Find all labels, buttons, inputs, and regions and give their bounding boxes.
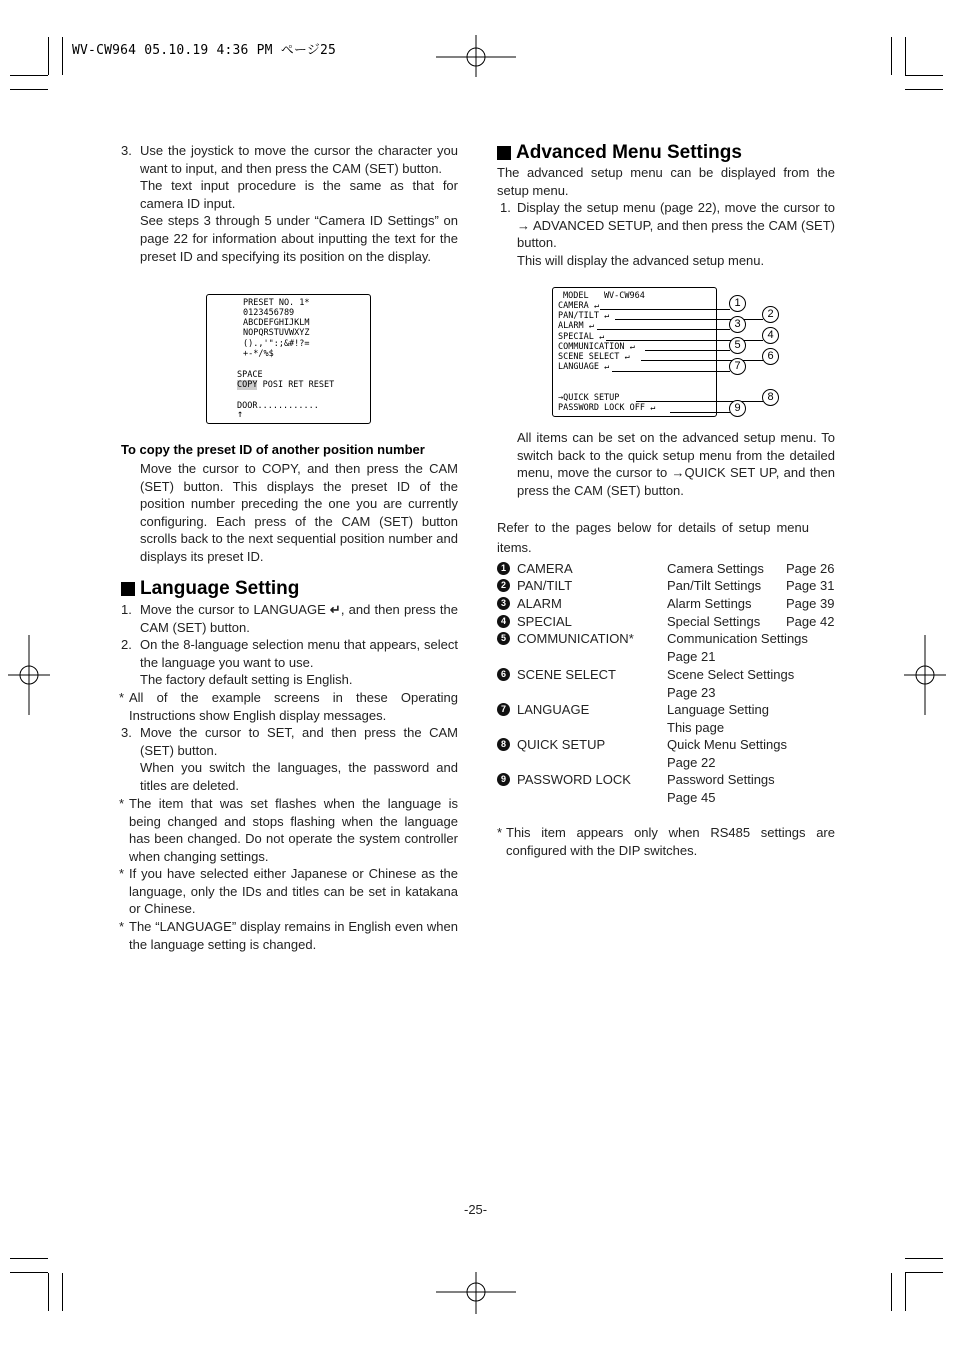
item-name: SPECIAL <box>517 614 572 629</box>
step-3-para-1: Use the joystick to move the cursor the character you want to input, and then press the CAM (SET) button. <box>140 143 458 176</box>
lang-step-1-a: Move the cursor to LANGUAGE <box>140 602 326 617</box>
marker-2: 2 <box>762 306 779 323</box>
advanced-after-text: All items can be set on the advanced setup menu. To switch back to the quick setup menu from the detailed menu, move the cursor to →QUICK SET UP, and then press the CAM (SET) button. <box>517 430 835 498</box>
refer-text: Refer to the pages below for details of setup menu items. <box>497 520 809 555</box>
advanced-menu-heading-text: Advanced Menu Settings <box>516 142 742 163</box>
preset-line-3: ABCDEFGHIJKLM <box>243 318 310 328</box>
registration-mark-bottom <box>436 1272 516 1314</box>
item-name: SCENE SELECT <box>517 667 616 682</box>
item-name: LANGUAGE <box>517 702 590 717</box>
item-name: PAN/TILT <box>517 578 573 593</box>
footnote-mark: * <box>497 825 503 840</box>
preset-line-2: 0123456789 <box>243 308 295 318</box>
lang-step-3-a: Move the cursor to SET, and then press the CAM (SET) button. <box>140 725 458 758</box>
adv-step-1-number: 1. <box>500 200 511 215</box>
language-heading <box>121 578 299 600</box>
item-description: Pan/Tilt Settings <box>667 578 762 593</box>
preset-line-copy <box>237 380 334 390</box>
item-name: PASSWORD LOCK <box>517 772 631 787</box>
step-3-text <box>140 142 458 265</box>
advanced-intro: The advanced setup menu can be displayed from the setup menu. <box>497 165 835 198</box>
enter-icon: ↵ <box>329 602 341 617</box>
item-page: Page 26 <box>786 561 835 576</box>
item-description: Language Setting <box>667 702 769 717</box>
adv-item-alarm: ALARM ↵ <box>558 321 594 331</box>
preset-line-options: POSI RET RESET <box>257 380 335 390</box>
leader-line-8 <box>636 401 763 402</box>
item-page: This page <box>667 720 725 735</box>
note-3-mark: * <box>119 866 125 881</box>
language-heading-text: Language Setting <box>140 578 300 599</box>
item-number-icon: 9 <box>497 773 510 786</box>
item-description: Camera Settings <box>667 561 764 576</box>
item-number-icon: 7 <box>497 703 510 716</box>
heading-square-icon <box>121 582 135 596</box>
lang-step-1-b: , and then press the CAM (SET) button. <box>140 602 458 635</box>
lang-step-2-text <box>140 636 458 689</box>
preset-line-4: NOPQRSTUVWXYZ <box>243 328 310 338</box>
marker-1: 1 <box>729 295 746 312</box>
print-slug: WV-CW964 05.10.19 4:36 PM ページ25 <box>72 43 337 58</box>
lang-step-2-b: The factory default setting is English. <box>140 672 353 688</box>
preset-line-1: PRESET NO. 1* <box>243 298 310 308</box>
marker-7: 7 <box>729 358 746 375</box>
adv-item-special: SPECIAL ↵ <box>558 332 605 342</box>
item-number-icon: 3 <box>497 597 510 610</box>
marker-9: 9 <box>729 400 746 417</box>
marker-4: 4 <box>762 327 779 344</box>
item-page: Page 42 <box>786 614 835 629</box>
advanced-menu-heading <box>497 142 742 164</box>
adv-step-1-text <box>517 199 835 269</box>
heading-square-icon <box>497 146 511 160</box>
page-number: -25- <box>464 1202 488 1217</box>
item-page: Page 23 <box>667 685 716 700</box>
item-name: QUICK SETUP <box>517 737 606 752</box>
item-description: Alarm Settings <box>667 596 752 611</box>
preset-id-screen <box>206 294 371 424</box>
adv-model-line: MODEL WV-CW964 <box>563 291 645 301</box>
preset-line-5: ().,'":;&#!?= <box>243 339 310 349</box>
footnote-text: This item appears only when RS485 settings are configured with the DIP switches. <box>506 825 835 858</box>
adv-step-1-b: This will display the advanced setup menu. <box>517 252 765 268</box>
item-description: Special Settings <box>667 614 761 629</box>
lang-step-1-text <box>140 601 458 636</box>
leader-line-7 <box>612 371 730 372</box>
adv-item-quick-setup: →QUICK SETUP <box>558 393 620 403</box>
item-page: Page 31 <box>786 578 835 593</box>
leader-line-9 <box>670 412 730 413</box>
up-arrow-icon: ↑ <box>237 409 244 420</box>
marker-3: 3 <box>729 316 746 333</box>
marker-8: 8 <box>762 389 779 406</box>
adv-item-camera: CAMERA ↵ <box>558 301 599 311</box>
note-4-mark: * <box>119 919 125 934</box>
marker-5: 5 <box>729 337 746 354</box>
item-number-icon: 6 <box>497 668 510 681</box>
advanced-setup-screen <box>552 287 717 417</box>
item-page: Page 22 <box>667 755 716 770</box>
leader-line-1 <box>600 309 730 310</box>
leader-line-3 <box>597 329 730 330</box>
registration-mark-left <box>8 635 50 715</box>
copy-body: Move the cursor to COPY, and then press the CAM (SET) button. This displays the preset ID of the position number preceding the one you are currently configuring. Each press of the CAM (SET) button scrolls back to the next sequential position number and displays its preset ID. <box>140 461 458 564</box>
item-number-icon: 1 <box>497 562 510 575</box>
registration-mark-top <box>436 35 516 77</box>
note-2-text: The item that was set flashes when the language is being changed and stops flashing when the language has been changed. Do not operate the system controller when changing settings. <box>129 796 458 864</box>
item-description: Password Settings <box>667 772 775 787</box>
copy-highlight: COPY <box>237 380 258 390</box>
preset-line-space: SPACE <box>237 370 263 380</box>
adv-item-password-lock: PASSWORD LOCK OFF ↵ <box>558 403 656 413</box>
note-1-mark: * <box>119 690 125 705</box>
item-name: ALARM <box>517 596 562 611</box>
item-number-icon: 4 <box>497 615 510 628</box>
adv-step-1-a: Display the setup menu (page 22), move the cursor to → ADVANCED SETUP, and then press the CAM (SET) button. <box>517 200 835 251</box>
registration-mark-right <box>904 635 946 715</box>
adv-item-pantilt: PAN/TILT ↵ <box>558 311 610 321</box>
note-1-text: All of the example screens in these Operating Instructions show English display messages. <box>129 690 458 723</box>
note-4-text: The “LANGUAGE” display remains in English even when the language setting is changed. <box>129 919 458 952</box>
note-2-mark: * <box>119 796 125 811</box>
item-name: COMMUNICATION* <box>517 631 634 646</box>
lang-step-3-number: 3. <box>121 725 132 740</box>
item-page: Page 21 <box>667 649 716 664</box>
lang-step-3-text <box>140 724 458 794</box>
copy-subheading: To copy the preset ID of another position number <box>121 442 425 457</box>
leader-line-5 <box>645 350 730 351</box>
step-3-number: 3. <box>121 143 132 158</box>
adv-item-communication: COMMUNICATION ↵ <box>558 342 635 352</box>
item-number-icon: 5 <box>497 632 510 645</box>
item-page: Page 45 <box>667 790 716 805</box>
item-number-icon: 2 <box>497 579 510 592</box>
item-description: Scene Select Settings <box>667 667 795 682</box>
item-number-icon: 8 <box>497 738 510 751</box>
item-page: Page 39 <box>786 596 835 611</box>
preset-line-6: +-*/%$ <box>243 349 274 359</box>
lang-step-2-a: On the 8-language selection menu that appears, select the language you want to use. <box>140 637 458 670</box>
step-3-para-2: The text input procedure is the same as that for camera ID input. <box>140 178 458 211</box>
note-3-text: If you have selected either Japanese or Chinese as the language, only the IDs and titles can be set in katakana or Chinese. <box>129 866 458 917</box>
lang-step-3-b: When you switch the languages, the password and titles are deleted. <box>140 760 458 793</box>
preset-line-door: DOOR............ <box>237 401 319 411</box>
item-description: Quick Menu Settings <box>667 737 787 752</box>
step-3-para-3: See steps 3 through 5 under “Camera ID Settings” on page 22 for information about inputting the text for the preset ID and specifying its position on the display. <box>140 213 458 264</box>
adv-item-scene-select: SCENE SELECT ↵ <box>558 352 630 362</box>
item-description: Communication Settings <box>667 631 808 646</box>
adv-item-language: LANGUAGE ↵ <box>558 362 610 372</box>
lang-step-2-number: 2. <box>121 637 132 652</box>
lang-step-1-number: 1. <box>121 602 132 617</box>
item-name: CAMERA <box>517 561 573 576</box>
leader-line-6 <box>641 360 763 361</box>
marker-6: 6 <box>762 348 779 365</box>
